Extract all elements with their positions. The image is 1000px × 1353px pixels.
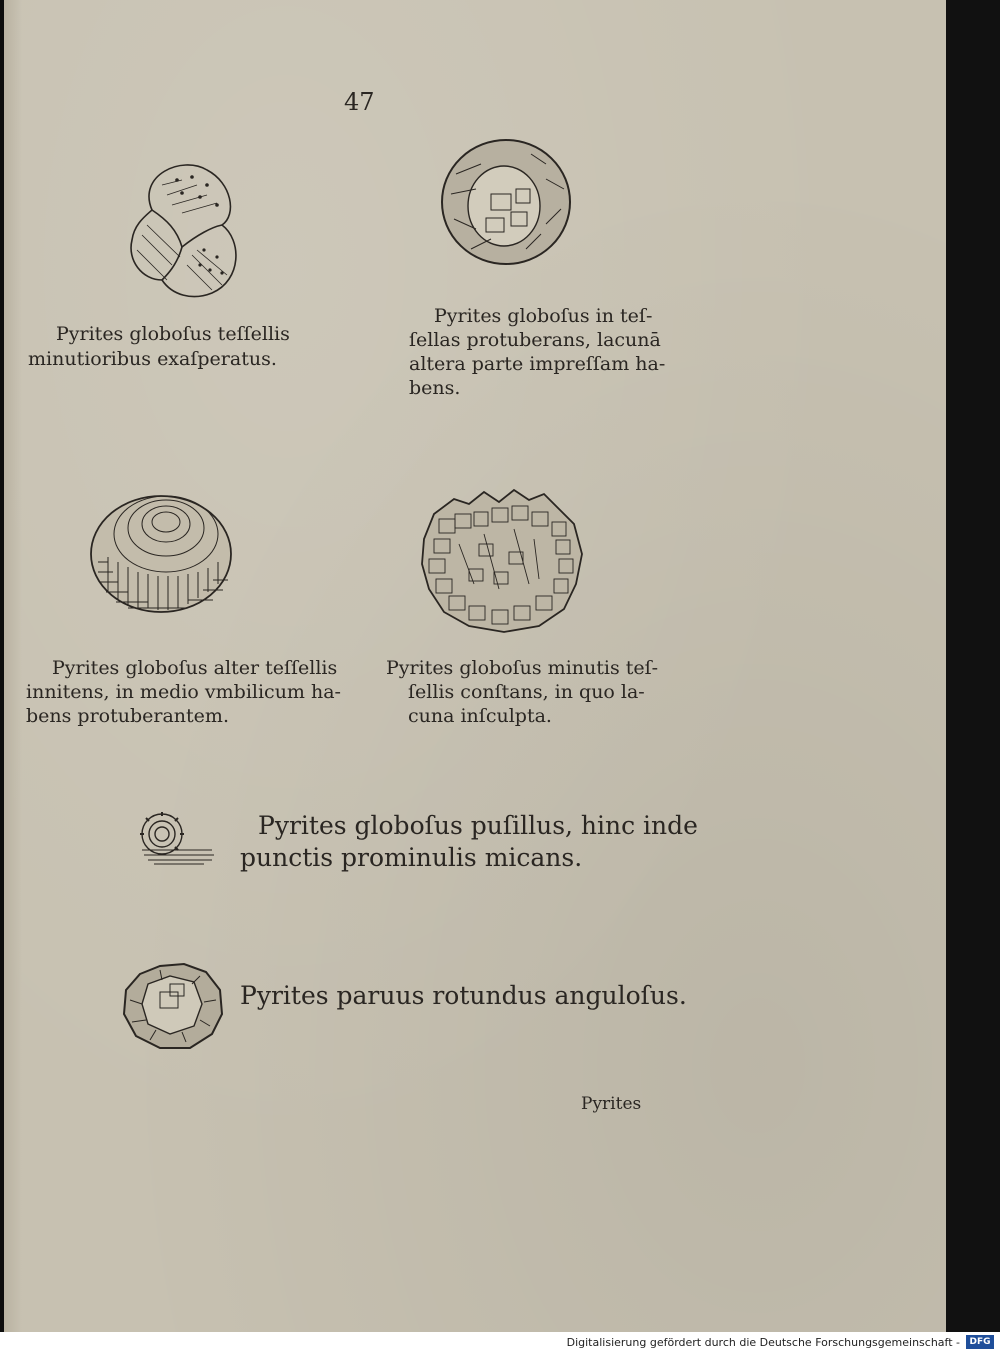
footer-bar [0,1332,1000,1353]
caption-figure-3-line-3: bens protuberantem. [26,705,229,727]
dfg-logo-icon[interactable]: DFG [966,1335,994,1349]
footer-credit: Digitalisierung gefördert durch die Deutsche Forschungsgemeinschaft - [566,1336,960,1349]
caption-figure-3-line-2: innitens, in medio vmbilicum ha- [26,681,341,703]
caption-figure-6: Pyrites paruus rotundus anguloſus. [240,981,687,1010]
figure-pyrite-tessellated [414,484,588,634]
figure-pyrite-umbilicus [88,492,234,616]
figure-pyrite-angular [120,960,226,1052]
caption-figure-2-line-1: Pyrites globoſus in teſ- [434,305,653,327]
caption-figure-1-line-1: Pyrites globoſus teſſellis [56,323,290,345]
caption-figure-2-line-2: ſellas protuberans, lacunā [409,329,661,351]
caption-figure-5-line-2: punctis prominulis micans. [240,843,583,872]
caption-figure-1-line-2: minutioribus exaſperatus. [28,348,277,370]
caption-figure-4-line-3: cuna inſculpta. [408,705,552,727]
scan-border [946,0,1000,1332]
figure-pyrite-lobed [122,155,252,305]
caption-figure-3-line-1: Pyrites globoſus alter teſſellis [52,657,338,679]
catchword: Pyrites [581,1094,642,1114]
caption-figure-4-line-2: ſellis conſtans, in quo la- [408,681,645,703]
caption-figure-2-line-4: bens. [409,377,461,399]
caption-figure-5-line-1: Pyrites globoſus puſillus, hinc inde [258,811,698,840]
caption-figure-2-line-3: altera parte impreſſam ha- [409,353,666,375]
scanned-page [4,0,946,1332]
page-gutter-shadow [4,0,22,1332]
caption-figure-4-line-1: Pyrites globoſus minutis teſ- [386,657,659,679]
figure-pyrite-small [134,810,216,866]
figure-pyrite-lacuna [436,134,576,270]
page-number: 47 [344,88,375,116]
